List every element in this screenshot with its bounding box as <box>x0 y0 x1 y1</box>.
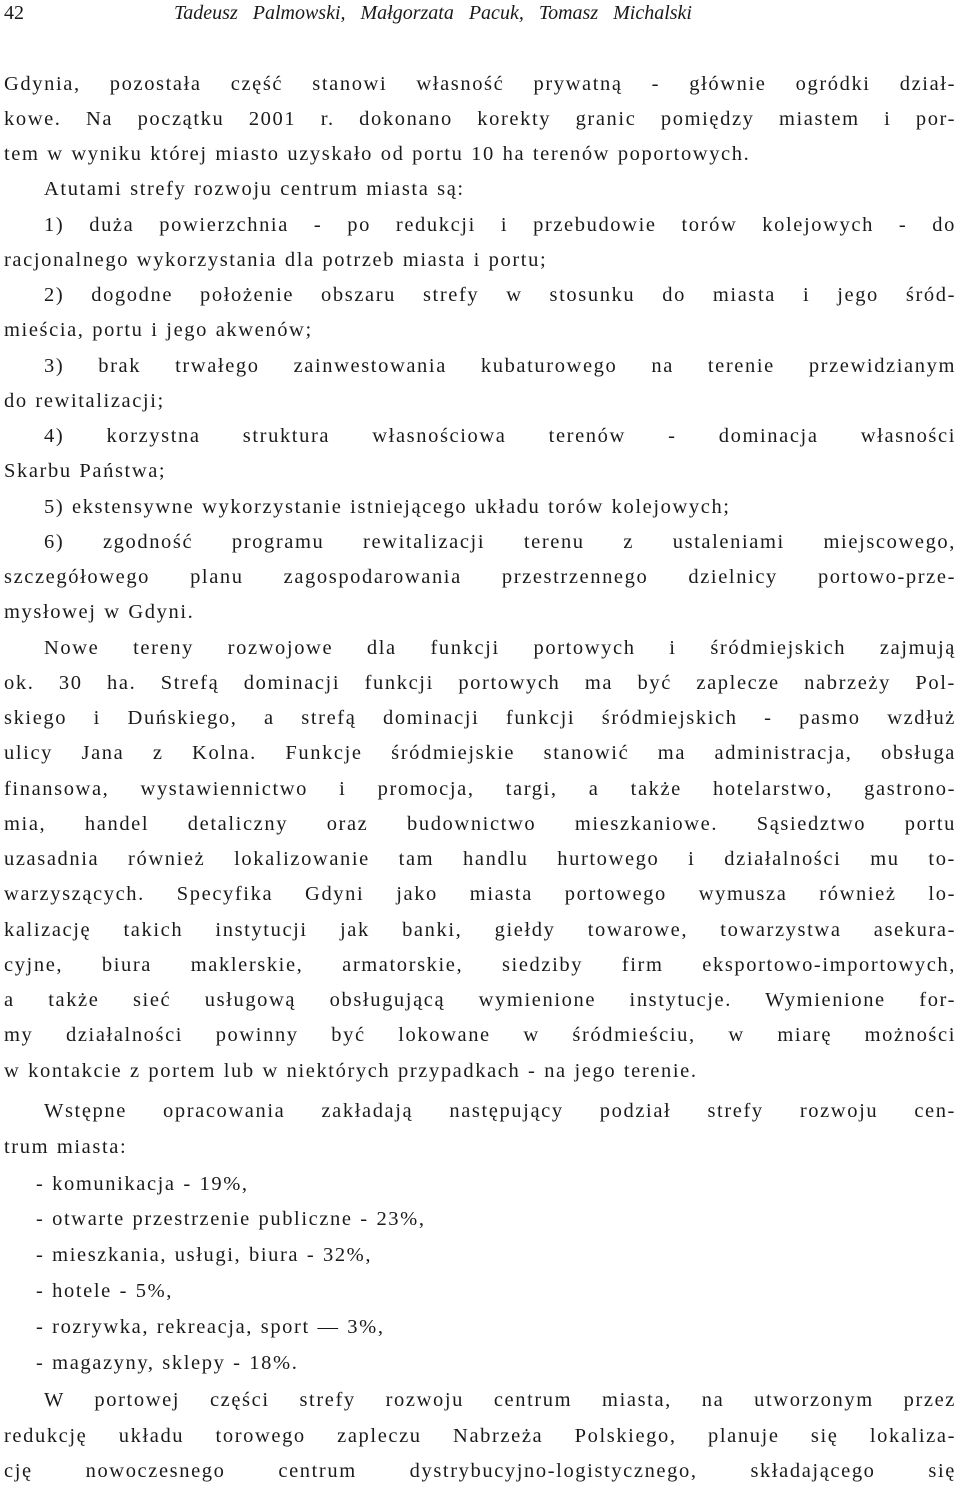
page-number: 42 <box>4 2 24 24</box>
list-item-line: szczegółowego planu zagospodarowania przestrzennego dzielnicy portowo-prze- <box>4 566 956 588</box>
list-item-line: 4) korzystna struktura własnościowa terenów - dominacja własności <box>44 425 956 447</box>
list-item-line: 5) ekstensywne wykorzystanie istniejącego układu torów kolejowych; <box>44 496 731 518</box>
text-line: kalizację takich instytucji jak banki, giełdy towarowe, towarzystwa asekura- <box>4 919 956 941</box>
text-line: mia, handel detaliczny oraz budownictwo mieszkaniowe. Sąsiedztwo portu <box>4 813 956 835</box>
text-line: trum miasta: <box>4 1136 128 1158</box>
share-list-item: - rozrywka, rekreacja, sport — 3%, <box>36 1316 385 1338</box>
running-head: Tadeusz Palmowski, Małgorzata Pacuk, Tomasz Michalski <box>174 2 692 24</box>
text-line: tem w wyniku której miasto uzyskało od portu 10 ha terenów poportowych. <box>4 143 751 165</box>
text-line: W portowej części strefy rozwoju centrum miasta, na utworzonym przez <box>44 1389 956 1411</box>
list-item-line: racjonalnego wykorzystania dla potrzeb miasta i portu; <box>4 249 548 271</box>
text-line: warzyszących. Specyfika Gdyni jako miasta portowego wymusza również lo- <box>4 883 956 905</box>
list-item-line: mysłowej w Gdyni. <box>4 601 195 623</box>
text-line: kowe. Na początku 2001 r. dokonano korekty granic pomiędzy miastem i por- <box>4 108 956 130</box>
list-item-line: 2) dogodne położenie obszaru strefy w stosunku do miasta i jego śród- <box>44 284 956 306</box>
list-item-line: 6) zgodność programu rewitalizacji terenu z ustaleniami miejscowego, <box>44 531 956 553</box>
text-line: Atutami strefy rozwoju centrum miasta są: <box>44 178 465 200</box>
share-list-item: - otwarte przestrzenie publiczne - 23%, <box>36 1208 426 1230</box>
text-line: ok. 30 ha. Strefą dominacji funkcji portowych ma być zaplecze nabrzeży Pol- <box>4 672 956 694</box>
page-header <box>0 0 960 26</box>
text-line: cję nowoczesnego centrum dystrybucyjno-logistycznego, składającego się <box>4 1460 956 1482</box>
text-line: uzasadnia również lokalizowanie tam handlu hurtowego i działalności mu to- <box>4 848 956 870</box>
text-line: Nowe tereny rozwojowe dla funkcji portowych i śródmiejskich zajmują <box>44 637 956 659</box>
list-item-line: 1) duża powierzchnia - po redukcji i przebudowie torów kolejowych - do <box>44 214 956 236</box>
text-line: skiego i Duńskiego, a strefą dominacji funkcji śródmiejskich - pasmo wzdłuż <box>4 707 956 729</box>
share-list-item: - hotele - 5%, <box>36 1280 173 1302</box>
text-line: ulicy Jana z Kolna. Funkcje śródmiejskie stanowić ma administracja, obsługa <box>4 742 956 764</box>
text-line: Wstępne opracowania zakładają następujący podział strefy rozwoju cen- <box>44 1100 956 1122</box>
list-item-line: Skarbu Państwa; <box>4 460 167 482</box>
list-item-line: 3) brak trwałego zainwestowania kubaturowego na terenie przewidzianym <box>44 355 956 377</box>
share-list-item: - mieszkania, usługi, biura - 32%, <box>36 1244 373 1266</box>
share-list-item: - komunikacja - 19%, <box>36 1173 249 1195</box>
text-line: a także sieć usługową obsługującą wymienione instytucje. Wymienione for- <box>4 989 956 1011</box>
share-list-item: - magazyny, sklepy - 18%. <box>36 1352 299 1374</box>
list-item-line: mieścia, portu i jego akwenów; <box>4 319 313 341</box>
text-line: redukcję układu torowego zapleczu Nabrzeża Polskiego, planuje się lokaliza- <box>4 1425 956 1447</box>
text-line: Gdynia, pozostała część stanowi własność prywatną - głównie ogródki dział- <box>4 73 956 95</box>
text-line: finansowa, wystawiennictwo i promocja, targi, a także hotelarstwo, gastrono- <box>4 778 956 800</box>
list-item-line: do rewitalizacji; <box>4 390 165 412</box>
text-line: my działalności powinny być lokowane w śródmieściu, w miarę możności <box>4 1024 956 1046</box>
text-line: w kontakcie z portem lub w niektórych przypadkach - na jego terenie. <box>4 1060 698 1082</box>
text-line: cyjne, biura maklerskie, armatorskie, siedziby firm eksportowo-importowych, <box>4 954 956 976</box>
